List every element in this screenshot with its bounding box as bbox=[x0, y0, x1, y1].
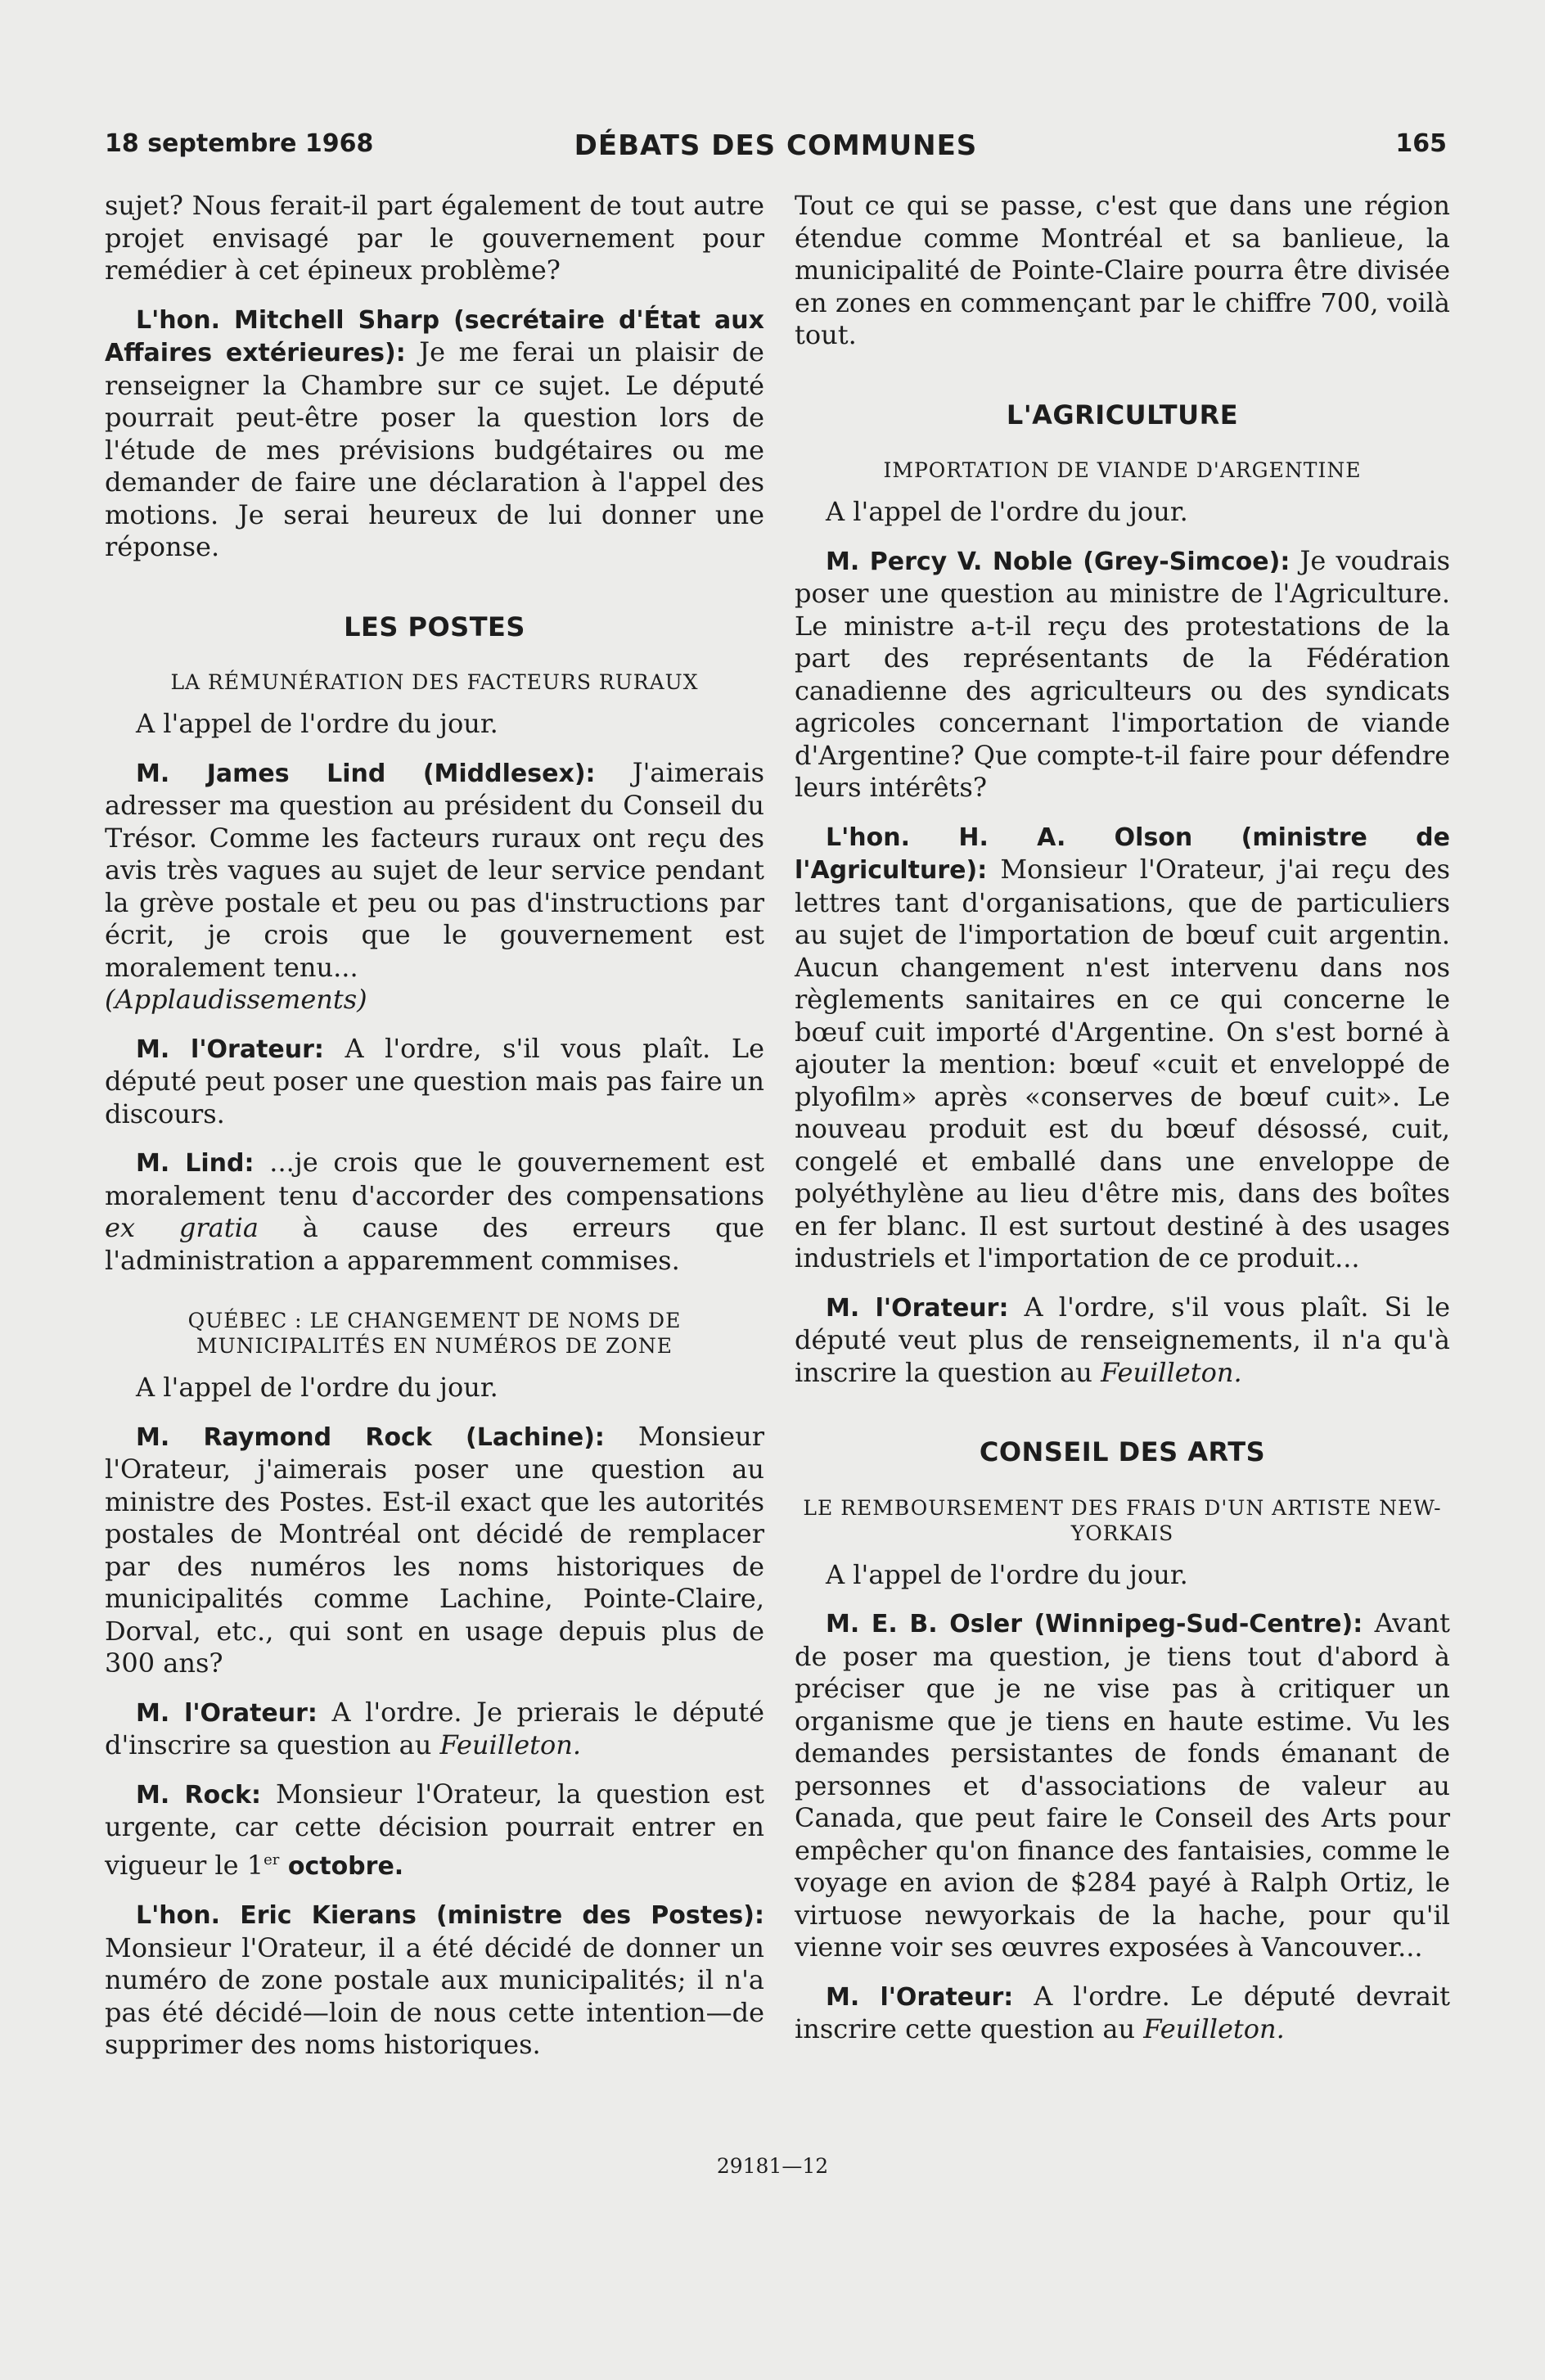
paragraph: Tout ce qui se passe, c'est que dans une région étendue comme Montréal et sa banlieue, la municipalité de Pointe-Claire pourra être divisée en zones en commençant par le chiffre 700, voilà tout. bbox=[795, 190, 1450, 350]
section-title: L'AGRICULTURE bbox=[1006, 399, 1239, 430]
paragraph bbox=[105, 1033, 764, 1131]
speaker-name: M. l'Orateur: bbox=[136, 1698, 318, 1728]
header-date: 18 septembre 1968 bbox=[105, 129, 374, 158]
paragraph bbox=[105, 1778, 764, 1883]
header-title: DÉBATS DES COMMUNES bbox=[574, 129, 978, 162]
speaker-name: M. Raymond Rock (Lachine): bbox=[136, 1422, 605, 1452]
paragraph bbox=[795, 1607, 1450, 1964]
italic-term: Feuilleton. bbox=[439, 1729, 582, 1760]
right-column bbox=[795, 190, 1450, 2062]
paragraph: A l'appel de l'ordre du jour. bbox=[136, 1372, 498, 1403]
paragraph: A l'appel de l'ordre du jour. bbox=[826, 496, 1188, 527]
speech-text: Monsieur l'Orateur, j'ai reçu des lettres tant d'organisations, que de particuliers au sujet de l'importation de bœuf cuit argentin. Aucun changement n'est intervenu dans nos règlements sanitaires en ce qui concerne le bœuf cuit importé d'Argentine. On s'est borné à ajouter la mention: bœuf «cuit et enveloppé de plyofilm» après «conserves de bœuf cuit». Le nouveau produit est du bœuf désossé, cuit, congelé et emballé dans une enveloppe de polyéthylène au lieu d'être mis, dans des boîtes en fer blanc. Il est surtout destiné à des usages industriels et l'importation de ce produit... bbox=[795, 854, 1450, 1273]
paragraph: A l'appel de l'ordre du jour. bbox=[136, 708, 498, 739]
speaker-name: M. l'Orateur: bbox=[826, 1293, 1009, 1323]
paragraph: A l'appel de l'ordre du jour. bbox=[826, 1558, 1188, 1590]
section-subtitle: IMPORTATION DE VIANDE D'ARGENTINE bbox=[883, 458, 1362, 482]
section-subtitle: LE REMBOURSEMENT DES FRAIS D'UN ARTISTE NEW-YORKAIS bbox=[803, 1495, 1442, 1545]
italic-term: ex gratia bbox=[105, 1212, 259, 1243]
page-footer-code: 29181—12 bbox=[716, 2154, 829, 2178]
section-subtitle: LA RÉMUNÉRATION DES FACTEURS RURAUX bbox=[170, 670, 699, 694]
italic-term: Feuilleton. bbox=[1143, 2013, 1285, 2044]
speech-text: à cause des erreurs que l'administration a apparemment commises. bbox=[105, 1212, 765, 1276]
paragraph bbox=[105, 1147, 764, 1277]
paragraph bbox=[105, 304, 764, 564]
speech-text: Je voudrais poser une question au ministre de l'Agriculture. Le ministre a-t-il reçu des protestations de la part des représentants de la Fédération canadienne des agriculteurs ou des syndicats agricoles concernant l'importation de viande d'Argentine? Que compte-t-il faire pour défendre leurs intérêts? bbox=[795, 544, 1450, 803]
speech-text: Je me ferai un plaisir de renseigner la Chambre sur ce sujet. Le député pourrait peut-être poser la question lors de l'étude de mes prévisions budgétaires ou me demander de faire une déclaration à l'appel des motions. Je serai heureux de lui donner une réponse. bbox=[105, 336, 764, 562]
page-header bbox=[105, 129, 1447, 169]
page-number: 165 bbox=[1395, 129, 1447, 158]
section-subtitle: QUÉBEC : LE CHANGEMENT DE NOMS DE MUNICIPALITÉS EN NUMÉROS DE ZONE bbox=[187, 1309, 682, 1358]
speech-text: A l'ordre, s'il vous plaît. Si le député veut plus de renseignements, il n'a qu'à inscrire la question au bbox=[795, 1291, 1451, 1388]
speech-text: J'aimerais adresser ma question au président du Conseil du Trésor. Comme les facteurs ruraux ont reçu des avis très vagues au sujet de leur service pendant la grève postale et peu ou pas d'instructions par écrit, je crois que le gouvernement est moralement tenu... bbox=[105, 756, 765, 983]
paragraph bbox=[105, 1421, 764, 1680]
speaker-name: L'hon. Mitchell Sharp (secrétaire d'État aux Affaires extérieures): bbox=[105, 305, 764, 367]
paragraph bbox=[795, 1291, 1450, 1390]
paragraph bbox=[105, 757, 764, 1016]
speech-text: Monsieur l'Orateur, j'aimerais poser une question au ministre des Postes. Est-il exact que les autorités postales de Montréal ont décidé de remplacer par des numéros les noms historiques de municipalités comme Lachine, Pointe-Claire, Dorval, etc., qui sont en usage depuis plus de 300 ans? bbox=[105, 1420, 764, 1679]
italic-term: Feuilleton. bbox=[1101, 1356, 1242, 1388]
speaker-name: L'hon. H. A. Olson (ministre de l'Agriculture): bbox=[795, 823, 1450, 885]
left-column bbox=[105, 190, 764, 2078]
speaker-name: M. Percy V. Noble (Grey-Simcoe): bbox=[826, 547, 1291, 576]
paragraph: sujet? Nous ferait-il part également de tout autre projet envisagé par le gouvernement pour remédier à cet épineux problème? bbox=[105, 190, 764, 286]
speech-text: A l'ordre. Le député devrait inscrire cette question au bbox=[795, 1980, 1450, 2044]
speaker-name: M. Rock: bbox=[136, 1780, 261, 1810]
speech-text: ...je crois que le gouvernement est moralement tenu d'accorder des compensations bbox=[105, 1147, 764, 1211]
paragraph bbox=[105, 1899, 764, 2062]
paragraph bbox=[795, 1981, 1450, 2046]
speaker-name: L'hon. Eric Kierans (ministre des Postes): bbox=[136, 1901, 764, 1930]
paragraph bbox=[795, 545, 1450, 805]
section-title: LES POSTES bbox=[344, 611, 525, 642]
speaker-name: M. Lind: bbox=[136, 1149, 254, 1178]
speaker-name: M. l'Orateur: bbox=[826, 1982, 1014, 2012]
speech-text: octobre. bbox=[279, 1851, 404, 1881]
speaker-name: M. James Lind (Middlesex): bbox=[136, 759, 596, 788]
applause-note: (Applaudissements) bbox=[105, 984, 367, 1015]
speaker-name: M. l'Orateur: bbox=[136, 1034, 324, 1064]
speech-text: A l'ordre. Je prierais le député d'inscrire sa question au bbox=[105, 1696, 765, 1760]
paragraph bbox=[795, 821, 1450, 1275]
speaker-name: M. E. B. Osler (Winnipeg-Sud-Centre): bbox=[826, 1610, 1363, 1639]
speech-text: Monsieur l'Orateur, la question est urgente, car cette décision pourrait entrer en vigueur le 1 bbox=[105, 1778, 765, 1881]
speech-text: Avant de poser ma question, je tiens tout d'abord à préciser que je ne vise pas à critiquer un organisme que je tiens en haute estime. Vu les demandes persistantes de fonds émanant de personnes et d'associations de valeur au Canada, que peut faire le Conseil des Arts pour empêcher qu'on finance des fantaisies, comme le voyage en avion de $284 payé à Ralph Ortiz, le virtuose newyorkais de la hache, pour qu'il vienne voir ses œuvres exposées à Vancouver... bbox=[795, 1607, 1450, 1963]
speech-text: A l'ordre, s'il vous plaît. Le député peut poser une question mais pas faire un discours. bbox=[105, 1032, 764, 1129]
superscript: er bbox=[264, 1850, 280, 1868]
paragraph bbox=[105, 1697, 764, 1762]
section-title: CONSEIL DES ARTS bbox=[979, 1436, 1266, 1467]
speech-text: Monsieur l'Orateur, il a été décidé de donner un numéro de zone postale aux municipalités; il n'a pas été décidé—loin de nous cette intention—de supprimer des noms historiques. bbox=[105, 1931, 764, 2060]
